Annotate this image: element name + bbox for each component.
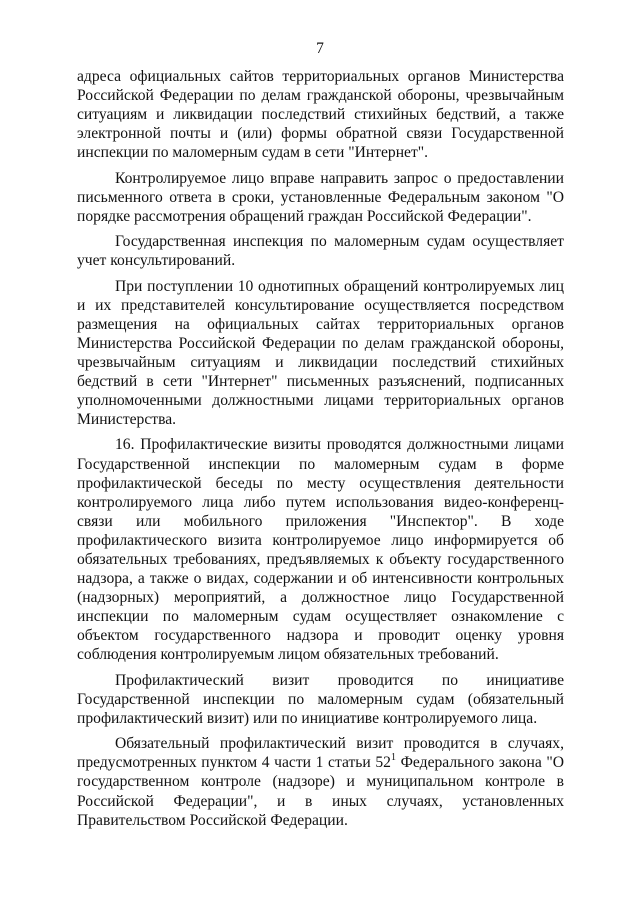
page-number: 7 <box>316 40 324 57</box>
paragraph-mandatory-visit-after: Федерального закона "О государственном контроле (надзоре) и муниципальном контроле в Российской Федерации", и в иных случаях, установленных Правительством Российской Федерации. <box>77 754 564 829</box>
paragraph-continuation: адреса официальных сайтов территориальных органов Министерства Российской Федерации по делам гражданской обороны, чрезвычайным ситуациям и ликвидации последствий стихийных бедствий, а также электронной почты и (или) формы обратной связи Государственной инспекции по маломерным судам в сети "Интернет". <box>77 68 564 162</box>
paragraph-initiative: Профилактический визит проводится по инициативе Государственной инспекции по маломерным судам (обязательный профилактический визит) или по инициативе контролируемого лица. <box>77 671 564 727</box>
paragraph-mandatory-visit <box>77 734 564 829</box>
paragraph-accounting: Государственная инспекция по маломерным судам осуществляет учет консультирований. <box>77 233 564 270</box>
paragraph-request: Контролируемое лицо вправе направить запрос о предоставлении письменного ответа в сроки, установленные Федеральным законом "О порядке рассмотрения обращений граждан Российской Федерации". <box>77 169 564 225</box>
paragraph-ten-requests: При поступлении 10 однотипных обращений контролируемых лиц и их представителей консультирование осуществляется посредством размещения на официальных сайтах территориальных органов Министерства Российской Федерации по делам гражданской обороны, чрезвычайным ситуациям и ликвидации последствий стихийных бедствий в сети "Интернет" письменных разъяснений, подписанных уполномоченными должностными лицами территориальных органов Министерства. <box>77 277 564 429</box>
paragraph-mandatory-visit-before: Обязательный профилактический визит проводится в случаях, предусмотренных пунктом 4 части 1 статьи 52 <box>77 735 564 772</box>
footnote-superscript: 1 <box>390 752 396 764</box>
paragraph-16: 16. Профилактические визиты проводятся должностными лицами Государственной инспекции по маломерным судам в форме профилактической беседы по месту осуществления деятельности контролируемого лица либо путем использования видео-конференц-связи или мобильного приложения "Инспектор". В ходе профилактического визита контролируемое лицо информируется об обязательных требованиях, предъявляемых к объекту государственного надзора, а также о видах, содержании и об интенсивности контрольных (надзорных) мероприятий, а должностное лицо Государственной инспекции по маломерным судам осуществляет ознакомление с объектом государственного надзора и проводит оценку уровня соблюдения контролируемым лицом обязательных требований. <box>77 436 564 664</box>
document-body <box>77 67 564 836</box>
